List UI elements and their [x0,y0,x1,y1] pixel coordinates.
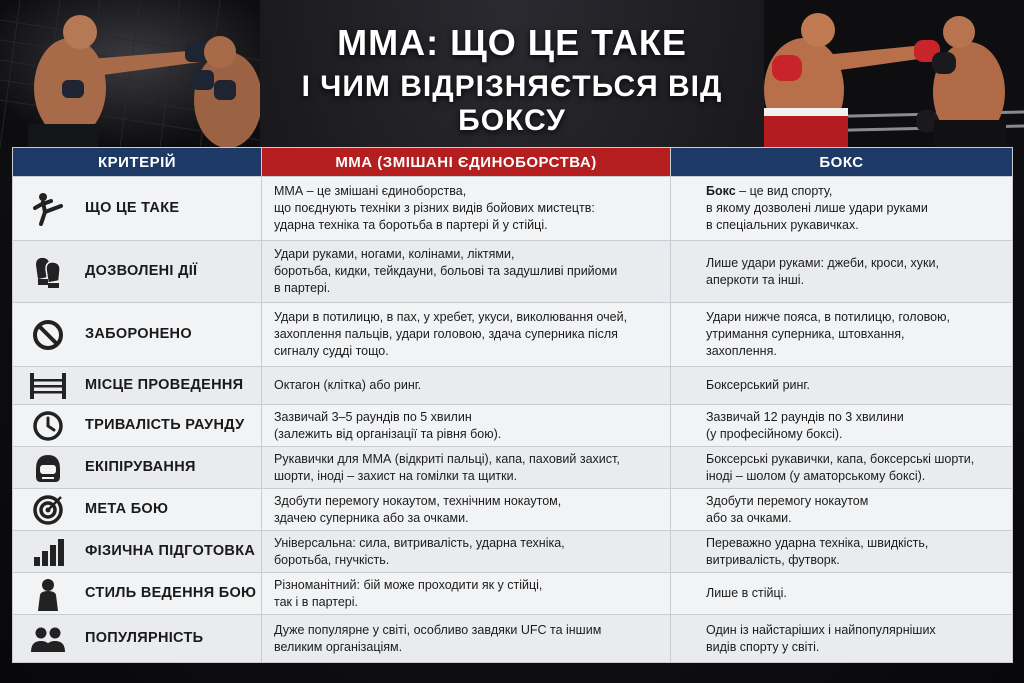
boxing-text-line: (у професійному боксі). [706,426,843,441]
mma-text-line: боротьба, гнучкість. [274,552,390,567]
boxing-text-line: утримання суперника, штовхання, [706,327,905,341]
boxing-cell [671,615,1013,663]
mma-text-line: Удари в потилицю, в пах, у хребет, укуси, виколювання очей, [274,310,628,324]
helmet-icon [25,451,71,485]
boxing-cell [671,405,1013,447]
boxing-text-line: іноді – шолом (у аматорському боксі). [706,468,926,483]
mma-text-line: Дуже популярне у світі, особливо завдяки UFC та іншим [274,622,602,637]
mma-cell [262,489,671,531]
hero-banner [0,0,1024,148]
mma-cell [262,367,671,405]
boxing-text-line: захоплення. [706,344,777,358]
mma-cell [262,303,671,367]
mma-text-line: захоплення пальців, удари головою, здача суперника після [274,327,618,341]
mma-text-line: боротьба, кидки, тейкдауни, больові та задушливі прийоми [274,264,618,278]
mma-text-line: Універсальна: сила, витривалість, ударна техніка, [274,535,565,550]
boxing-text-line: аперкоти та інші. [706,272,805,287]
mma-text-line: Октагон (клітка) або ринг. [274,378,422,392]
table-row [13,573,1013,615]
table-row [13,531,1013,573]
mma-cell [262,531,671,573]
boxing-cell [671,531,1013,573]
mma-text-line: що поєднують техніки з різних видів бойових мистецтв: [274,201,595,215]
comparison-table [12,147,1013,663]
target-icon [25,493,71,527]
criterion-label: ЗАБОРОНЕНО [85,326,192,342]
mma-cell [262,615,671,663]
criterion-cell [13,573,262,615]
criterion-cell [13,531,262,573]
criterion-cell [13,489,262,531]
mma-text-line: здачею суперника або за очками. [274,510,469,525]
boxing-text-line: в якому дозволені лише удари руками [706,201,928,215]
mma-text-line: шорти, іноді – захист на гомілки та щитки. [274,468,518,483]
boxing-cell [671,447,1013,489]
criterion-cell [13,447,262,489]
table-row [13,241,1013,303]
mma-text-line: Різноманітний: бій може проходити як у стійці, [274,577,543,592]
criterion-cell [13,177,262,241]
boxing-cell [671,241,1013,303]
mma-text-line: Рукавички для ММА (відкриті пальці), капа, паховий захист, [274,451,620,466]
boxing-text-line: Зазвичай 12 раундів по 3 хвилини [706,409,904,424]
mma-text-line: великим організаціям. [274,639,403,654]
table-row [13,615,1013,663]
table-row [13,303,1013,367]
header-mma: ММА (ЗМІШАНІ ЄДИНОБОРСТВА) [262,148,671,177]
boxing-text-line: Боксерський ринг. [706,378,810,392]
criterion-cell [13,241,262,303]
criterion-label: ЩО ЦЕ ТАКЕ [85,200,180,216]
mma-cell [262,405,671,447]
boxing-cell [671,177,1013,241]
mma-text-line: ударна техніка та боротьба в партері й у стійці. [274,218,548,232]
criterion-label: ТРИВАЛІСТЬ РАУНДУ [85,417,245,433]
boxing-text-line: Один із найстаріших і найпопулярніших [706,622,936,637]
criterion-label: ПОПУЛЯРНІСТЬ [85,630,204,646]
criterion-label: ДОЗВОЛЕНІ ДІЇ [85,263,198,279]
mma-cell [262,447,671,489]
bar-chart-icon [25,537,71,567]
mma-text-line: в партері. [274,281,331,295]
table-row [13,177,1013,241]
boxing-definition: – це вид спорту, [739,184,833,198]
page-subtitle: І ЧИМ ВІДРІЗНЯЄТЬСЯ ВІД БОКСУ [301,70,723,137]
boxing-text-line: Здобути перемогу нокаутом [706,493,869,508]
boxing-cell [671,489,1013,531]
boxing-text-line [706,183,1012,200]
criterion-cell [13,367,262,405]
boxing-text-line: Лише в стійці. [706,586,787,600]
table-row [13,367,1013,405]
boxing-gloves-icon [25,255,71,289]
boxing-text-line: Боксерські рукавички, капа, боксерські шорти, [706,451,975,466]
mma-text-line: (залежить від організації та рівня бою). [274,426,502,441]
criterion-cell [13,405,262,447]
mma-text-line: Здобути перемогу нокаутом, технічним нокаутом, [274,493,562,508]
criterion-label: МІСЦЕ ПРОВЕДЕННЯ [85,377,244,393]
boxing-text-line: Удари нижче пояса, в потилицю, головою, [706,310,950,324]
criterion-label: СТИЛЬ ВЕДЕННЯ БОЮ [85,585,257,601]
boxing-text-line: витривалість, футворк. [706,552,840,567]
boxing-text-line: видів спорту у світі. [706,639,820,654]
boxing-cell [671,573,1013,615]
fighter-icon [25,577,71,611]
header-boxing: БОКС [671,148,1013,177]
mma-cell [262,573,671,615]
boxing-text-line: в спеціальних рукавичках. [706,218,859,232]
ring-icon [25,371,71,401]
mma-fighters-illustration [0,0,260,148]
boxing-text-line: Лише удари руками: джеби, кроси, хуки, [706,255,939,270]
table-row [13,405,1013,447]
table-row [13,447,1013,489]
criterion-label: ФІЗИЧНА ПІДГОТОВКА [85,543,256,559]
boxing-text-line: або за очками. [706,510,792,525]
boxers-illustration [764,0,1024,148]
header-criterion: КРИТЕРІЙ [13,148,262,177]
mma-text-line: сигналу судді тощо. [274,344,389,358]
clock-icon [25,409,71,443]
table-row [13,489,1013,531]
people-icon [25,624,71,654]
mma-text-line: ММА – це змішані єдиноборства, [274,184,467,198]
kick-icon [25,192,71,226]
boxing-cell [671,367,1013,405]
mma-cell [262,241,671,303]
criterion-label: МЕТА БОЮ [85,501,169,517]
prohibited-icon [25,318,71,352]
boxing-text-line: Переважно ударна техніка, швидкість, [706,535,929,550]
boxing-term: Бокс [706,184,736,198]
table-header-row [13,148,1013,177]
page-title: ММА: ЩО ЦЕ ТАКЕ [337,22,687,63]
criterion-cell [13,303,262,367]
mma-text-line: Зазвичай 3–5 раундів по 5 хвилин [274,409,472,424]
criterion-cell [13,615,262,663]
criterion-label: ЕКІПІРУВАННЯ [85,459,196,475]
mma-text-line: так і в партері. [274,594,358,609]
mma-cell [262,177,671,241]
mma-text-line: Удари руками, ногами, колінами, ліктями, [274,247,515,261]
boxing-cell [671,303,1013,367]
